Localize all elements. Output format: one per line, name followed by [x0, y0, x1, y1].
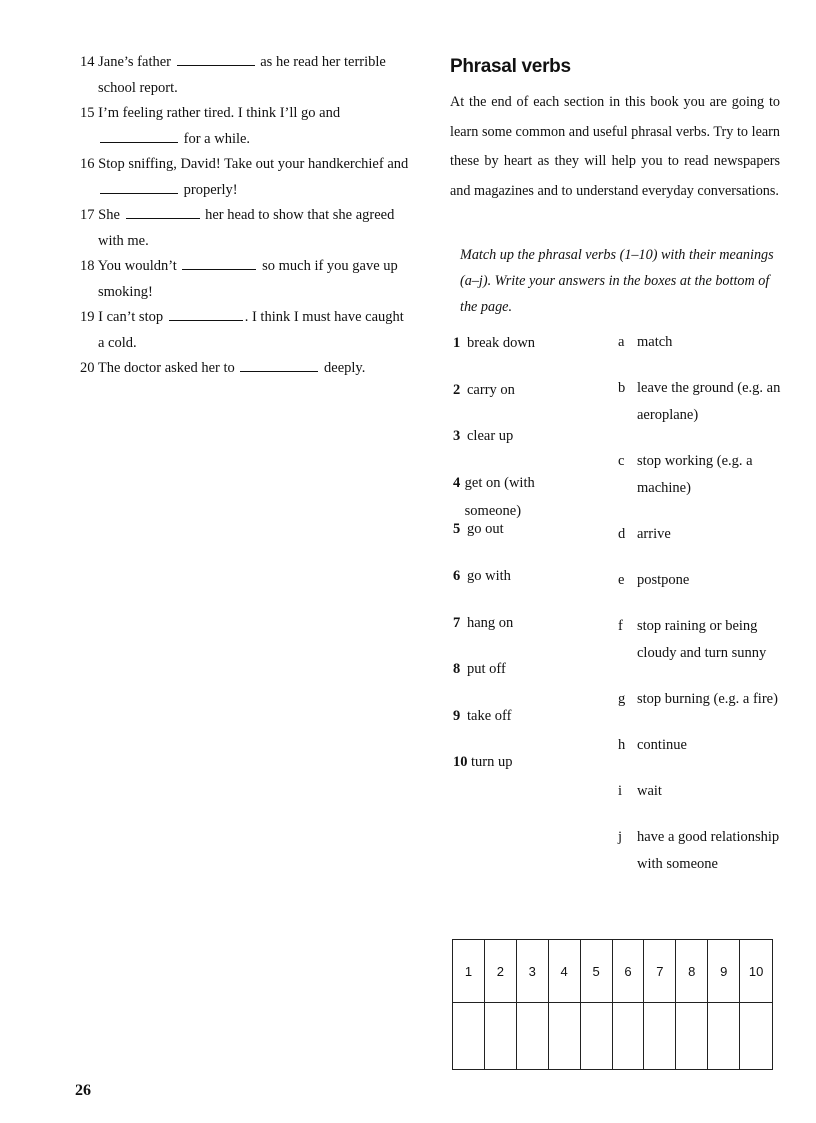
sentence-text: properly! [183, 181, 238, 198]
instruction-text: Match up the phrasal verbs (1–10) with their meanings (a–j). Write your answers in the boxes at the bottom of the page. [460, 247, 774, 315]
list-item [618, 329, 783, 356]
verb-number: 8 [453, 661, 461, 678]
answer-box[interactable] [612, 1003, 644, 1070]
grid-answer-row [453, 1003, 773, 1070]
meaning-letter: i [618, 783, 623, 799]
list-item [453, 422, 573, 469]
sentence-text: I can’t stop [98, 309, 164, 325]
list-item [618, 778, 783, 805]
meaning-letter: a [618, 334, 625, 350]
sentence-text: deeply. [324, 360, 366, 376]
meaning-letter: g [618, 691, 626, 707]
sentence-15 [80, 101, 410, 152]
list-item [453, 748, 573, 795]
grid-number: 8 [676, 940, 708, 1003]
sentence-text: . I think I must have caught a cold. [98, 309, 404, 351]
list-item [618, 686, 783, 713]
grid-number: 7 [644, 940, 676, 1003]
grid-number: 1 [453, 940, 485, 1003]
phrasal-verb-list [453, 329, 573, 795]
list-item [618, 824, 783, 878]
meaning-letter: b [618, 380, 626, 396]
sentence-14 [80, 50, 410, 101]
meaning-letter: e [618, 572, 625, 588]
answer-box[interactable] [548, 1003, 580, 1070]
grid-number: 6 [612, 940, 644, 1003]
meanings-list [618, 329, 783, 897]
grid-number-row [453, 940, 773, 1003]
verb-number: 5 [453, 521, 461, 538]
verb-text: turn up [471, 754, 513, 771]
answer-box[interactable] [453, 1003, 485, 1070]
meaning-text: postpone [637, 572, 690, 588]
meaning-letter: h [618, 737, 626, 753]
sentence-text: Stop sniffing, David! Take out your handkerchief and [98, 156, 409, 172]
answer-box[interactable] [516, 1003, 548, 1070]
answer-box[interactable] [580, 1003, 612, 1070]
sentence-number: 18 [80, 258, 95, 274]
meaning-text: stop raining or being cloudy and turn sunny [637, 618, 767, 661]
grid-number: 2 [484, 940, 516, 1003]
answer-box[interactable] [708, 1003, 740, 1070]
answer-blank[interactable] [100, 179, 178, 194]
answer-box[interactable] [676, 1003, 708, 1070]
answer-box[interactable] [740, 1003, 773, 1070]
verb-number: 9 [453, 707, 461, 724]
verb-number: 10 [453, 754, 468, 771]
list-item [618, 567, 783, 594]
sentence-number: 15 [80, 105, 95, 121]
meaning-text: wait [637, 783, 662, 799]
sentence-text: so much if you gave up smoking! [98, 258, 398, 300]
answer-blank[interactable] [169, 306, 243, 321]
meaning-letter: d [618, 526, 626, 542]
meaning-letter: j [618, 829, 623, 845]
grid-number: 3 [516, 940, 548, 1003]
sentence-text: I’m feeling rather tired. I think I’ll go and [98, 105, 341, 121]
sentence-text: for a while. [183, 130, 251, 147]
answer-blank[interactable] [177, 51, 255, 66]
sentence-text: The doctor asked her to [97, 360, 235, 376]
phrasal-verbs-section [450, 56, 780, 320]
sentence-number: 16 [80, 156, 95, 172]
sentence-20 [80, 356, 410, 382]
list-item [453, 655, 573, 702]
list-item [453, 562, 573, 609]
answer-box[interactable] [644, 1003, 676, 1070]
answer-blank[interactable] [100, 128, 178, 143]
verb-text: get on (with someone) [464, 474, 535, 519]
verb-text: break down [467, 335, 536, 351]
sentence-18 [80, 254, 410, 305]
list-item [618, 521, 783, 548]
verb-text: hang on [467, 614, 514, 631]
page-number: 26 [75, 1082, 91, 1099]
verb-number: 2 [453, 381, 461, 398]
grid-number: 5 [580, 940, 612, 1003]
sentence-number: 19 [80, 309, 95, 325]
sentence-text: She [98, 207, 120, 223]
verb-number: 6 [453, 567, 461, 584]
list-item [453, 329, 573, 376]
list-item [453, 469, 573, 519]
meaning-text: continue [637, 737, 687, 753]
answer-blank[interactable] [126, 204, 200, 219]
meaning-text: have a good relationship with someone [637, 829, 780, 872]
answer-blank[interactable] [182, 255, 256, 270]
meaning-letter: f [618, 618, 623, 634]
sentence-19 [80, 305, 410, 356]
sentence-number: 20 [80, 360, 95, 376]
grid-number: 9 [708, 940, 740, 1003]
sentence-text: her head to show that she agreed with me. [98, 207, 395, 249]
meaning-text: leave the ground (e.g. an aeroplane) [637, 380, 781, 423]
answer-box[interactable] [484, 1003, 516, 1070]
sentence-16 [80, 152, 410, 203]
intro-paragraph: At the end of each section in this book you are going to learn some common and useful phrasal verbs. Try to learn these by heart as they will help you to read newspapers and magazines and to understand everyday conversations. [450, 94, 780, 199]
list-item [618, 613, 783, 667]
meaning-text: arrive [637, 526, 671, 542]
verb-text: take off [467, 707, 512, 724]
verb-text: carry on [467, 381, 515, 398]
sentence-number: 17 [80, 207, 95, 223]
list-item [618, 375, 783, 429]
list-item [618, 448, 783, 502]
sentence-text: as he read her terrible school report. [98, 54, 386, 96]
sentence-number: 14 [80, 54, 95, 70]
meaning-text: match [637, 334, 673, 350]
meaning-text: stop working (e.g. a machine) [637, 453, 753, 496]
meaning-text: stop burning (e.g. a fire) [637, 691, 778, 707]
list-item [453, 376, 573, 423]
answer-grid [452, 939, 773, 1070]
gap-fill-exercise [80, 50, 410, 382]
list-item [453, 609, 573, 656]
sentence-text: Jane’s father [98, 54, 171, 70]
verb-text: put off [467, 661, 506, 678]
verb-text: go out [467, 521, 504, 538]
sentence-text: You wouldn’t [97, 258, 177, 274]
verb-number: 4 [453, 474, 461, 491]
grid-number: 10 [740, 940, 773, 1003]
verb-text: go with [467, 567, 511, 584]
grid-number: 4 [548, 940, 580, 1003]
list-item [453, 702, 573, 749]
meaning-letter: c [618, 453, 625, 469]
verb-number: 3 [453, 428, 461, 445]
verb-number: 1 [453, 335, 461, 351]
section-title: Phrasal verbs [450, 56, 571, 77]
list-item [618, 732, 783, 759]
answer-blank[interactable] [240, 357, 318, 372]
verb-number: 7 [453, 614, 461, 631]
sentence-17 [80, 203, 410, 254]
verb-text: clear up [467, 428, 514, 445]
